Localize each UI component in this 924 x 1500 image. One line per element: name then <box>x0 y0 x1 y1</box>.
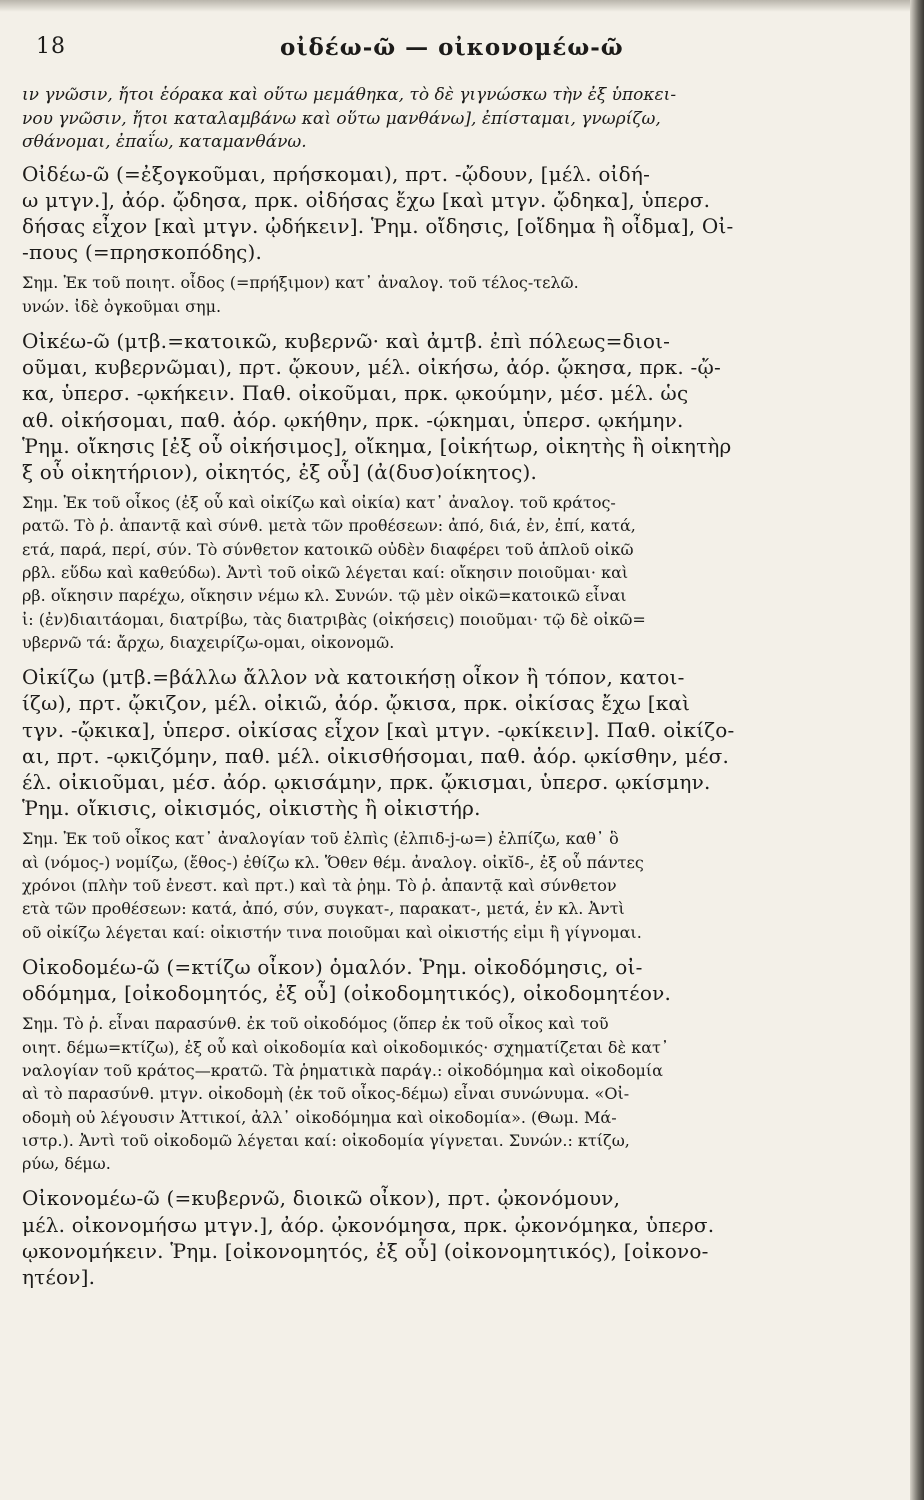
text-line: κα, ὑπερσ. -ῳκήκειν. Παθ. οἰκοῦμαι, πρκ. ῳκούμην, μέσ. μέλ. ὡς <box>22 381 689 406</box>
text-line: ῳκονομήκειν. Ῥημ. [οἰκονομητός, ἐξ οὗ] (οἰκονομητικός), [οἰκονο- <box>22 1238 709 1263</box>
text-line: οῦ οἰκίζω λέγεται καί: οἰκιστήν τινα ποιοῦμαι καὶ οἰκιστής εἰμι ἢ γίγνομαι. <box>22 922 642 942</box>
text-line: δήσας εἶχον [καὶ μτγν. ᾠδήκειν]. Ῥημ. οἴδησις, [οἴδημα ἢ οἶδμα], Οἰ- <box>22 213 734 238</box>
text-line: Ῥημ. οἴκησις [ἐξ οὗ οἰκήσιμος], οἴκημα, [οἰκήτωρ, οἰκητὴς ἢ οἰκητὴρ <box>22 433 732 458</box>
page-top-shadow <box>0 0 924 12</box>
text-line: χρόνοι (πλὴν τοῦ ἐνεστ. καὶ πρτ.) καὶ τὰ ῥημ. Τὸ ῥ. ἀπαντᾷ καὶ σύνθετον <box>22 876 617 896</box>
text-line: ετά, παρά, περί, σύν. Τὸ σύνθετον κατοικῶ οὐδὲν διαφέρει τοῦ ἁπλοῦ οἰκῶ <box>22 539 634 559</box>
text-line: τγν. -ᾤκικα], ὑπερσ. οἰκίσας εἶχον [καὶ μτγν. -ῳκίκειν]. Παθ. οἰκίζο- <box>22 717 735 742</box>
dictionary-entry <box>22 161 872 266</box>
note-block <box>22 491 872 654</box>
text-line: ἰ: (ἐν)διαιτάομαι, διατρίβω, τὰς διατριβὰς (οἰκήσεις) ποιοῦμαι· τῷ δὲ οἰκῶ= <box>22 609 646 629</box>
page-number: 18 <box>36 34 66 59</box>
text-line: ρατῶ. Τὸ ῥ. ἀπαντᾷ καὶ σύνθ. μετὰ τῶν προθέσεων: ἀπό, διά, ἐν, ἐπί, κατά, <box>22 516 636 536</box>
text-line: Σημ. Ἐκ τοῦ οἶκος κατ᾽ ἀναλογίαν τοῦ ἐλπὶς (ἐλπιδ-j-ω=) ἐλπίζω, καθ᾽ ὃ <box>22 829 619 849</box>
lead-paragraph <box>22 84 872 155</box>
text-line: ναλογίαν τοῦ κράτος—κρατῶ. Τὰ ῥηματικὰ παράγ.: οἰκοδόμημα καὶ οἰκοδομία <box>22 1060 663 1080</box>
text-line: Οἰκοδομέω-ῶ (=κτίζω οἶκον) ὁμαλόν. Ῥημ. οἰκοδόμησις, οἰ- <box>22 954 643 979</box>
note-block <box>22 271 872 318</box>
spacer <box>22 944 872 954</box>
note-block <box>22 827 872 943</box>
page-right-edge <box>910 0 924 1500</box>
text-line: Οἰκίζω (μτβ.=βάλλω ἄλλον νὰ κατοικήσῃ οἶκον ἢ τόπον, κατοι- <box>22 665 685 690</box>
text-line: Σημ. Ἐκ τοῦ ποιητ. οἶδος (=πρήξιμον) κατ᾽ ἀναλογ. τοῦ τέλος-τελῶ. <box>22 273 579 293</box>
text-line: ιν γνῶσιν, ἤτοι ἑόρακα καὶ οὕτω μεμάθηκα, τὸ δὲ γιγνώσκω τὴν ἐξ ὑποκει- <box>22 85 677 105</box>
text-line: ητέον]. <box>22 1265 96 1289</box>
text-line: οδόμημα, [οἰκοδομητός, ἐξ οὗ] (οἰκοδομητικός), οἰκοδομητέον. <box>22 981 672 1006</box>
spacer <box>22 654 872 664</box>
text-line: ιστρ.). Ἀντὶ τοῦ οἰκοδομῶ λέγεται καί: οἰκοδομία γίγνεται. Συνών.: κτίζω, <box>22 1130 630 1150</box>
text-line: αὶ (νόμος-) νομίζω, (ἔθος-) ἐθίζω κλ. Ὅθεν θέμ. ἀναλογ. οἰκῐδ-, ἐξ οὗ πάντες <box>22 852 644 872</box>
text-line: ίζω), πρτ. ᾤκιζον, μέλ. οἰκιῶ, ἀόρ. ᾤκισα, πρκ. οἰκίσας ἔχω [καὶ <box>22 691 691 716</box>
text-line: Ῥημ. οἴκισις, οἰκισμός, οἰκιστὴς ἢ οἰκιστήρ. <box>22 796 481 821</box>
text-line: Σημ. Ἐκ τοῦ οἶκος (ἐξ οὗ καὶ οἰκίζω καὶ οἰκία) κατ᾽ ἀναλογ. τοῦ κράτος- <box>22 493 616 513</box>
spacer <box>22 1290 872 1296</box>
text-line: ρβ. οἴκησιν παρέχω, οἴκησιν νέμω κλ. Συνών. τῷ μὲν οἰκῶ=κατοικῶ εἶναι <box>22 586 627 606</box>
text-line: αὶ τὸ παρασύνθ. μτγν. οἰκοδομὴ (ἐκ τοῦ οἶκος-δέμω) εἶναι συνώνυμα. «Οἰ- <box>22 1084 630 1104</box>
dictionary-entry <box>22 328 872 485</box>
text-line: οῦμαι, κυβερνῶμαι), πρτ. ᾤκουν, μέλ. οἰκήσω, ἀόρ. ᾤκησα, πρκ. -ᾤ- <box>22 355 721 380</box>
text-line: οιητ. δέμω=κτίζω), ἐξ οὗ καὶ οἰκοδομία καὶ οἰκοδομικός· σχηματίζεται δὲ κατ᾽ <box>22 1037 669 1057</box>
text-line: ρβλ. εὕδω καὶ καθεύδω). Ἀντὶ τοῦ οἰκῶ λέγεται καί: οἴκησιν ποιοῦμαι· καὶ <box>22 563 629 583</box>
text-line: Οἰκονομέω-ῶ (=κυβερνῶ, διοικῶ οἶκον), πρτ. ᾠκονόμουν, <box>22 1186 621 1211</box>
text-line: Οἰδέω-ῶ (=ἐξογκοῦμαι, πρήσκομαι), πρτ. -ᾤδουν, [μέλ. οἰδή- <box>22 161 651 186</box>
page-body <box>22 84 872 1296</box>
text-line: νου γνῶσιν, ἤτοι καταλαμβάνω καὶ οὕτω μανθάνω], ἐπίσταμαι, γνωρίζω, <box>22 108 661 129</box>
text-line: ω μτγν.], ἀόρ. ᾤδησα, πρκ. οἰδήσας ἔχω [καὶ μτγν. ᾤδηκα], ὑπερσ. <box>22 187 711 212</box>
text-line: οδομὴ οὐ λέγουσιν Ἀττικοί, ἀλλ᾽ οἰκοδόμημα καὶ οἰκοδομία». (Θωμ. Μά- <box>22 1107 617 1127</box>
text-line: έλ. οἰκιοῦμαι, μέσ. ἀόρ. ῳκισάμην, πρκ. ᾤκισμαι, ὑπερσ. ῳκίσμην. <box>22 770 711 795</box>
dictionary-entry <box>22 1185 872 1290</box>
dictionary-entry <box>22 664 872 821</box>
text-line: υνών. ἰδὲ ὀγκοῦμαι σημ. <box>22 296 222 316</box>
text-line: ρύω, δέμω. <box>22 1154 111 1174</box>
text-line: υβερνῶ τά: ἄρχω, διαχειρίζω-ομαι, οἰκονομῶ. <box>22 632 395 652</box>
spacer <box>22 1175 872 1185</box>
note-block <box>22 1012 872 1175</box>
text-line: ετὰ τῶν προθέσεων: κατά, ἀπό, σύν, συγκατ-, παρακατ-, μετά, ἐν κλ. Ἀντὶ <box>22 899 625 919</box>
text-line: μέλ. οἰκονομήσω μτγν.], ἀόρ. ᾠκονόμησα, πρκ. ᾠκονόμηκα, ὑπερσ. <box>22 1212 715 1237</box>
running-head: οἰδέω-ῶ — οἰκονομέω-ῶ <box>280 34 624 61</box>
text-line: αι, πρτ. -ῳκιζόμην, παθ. μέλ. οἰκισθήσομαι, παθ. ἀόρ. ῳκίσθην, μέσ. <box>22 743 730 768</box>
text-line: σθάνομαι, ἐπαΐω, καταμανθάνω. <box>22 132 307 152</box>
text-line: αθ. οἰκήσομαι, παθ. ἀόρ. ῳκήθην, πρκ. -ῴκημαι, ὑπερσ. ῳκήμην. <box>22 407 684 432</box>
text-line: -πους (=πρησκοπόδης). <box>22 240 263 265</box>
spacer <box>22 318 872 328</box>
text-line: Οἰκέω-ῶ (μτβ.=κατοικῶ, κυβερνῶ· καὶ ἀμτβ. ἐπὶ πόλεως=διοι- <box>22 328 671 353</box>
text-line: Σημ. Τὸ ῥ. εἶναι παρασύνθ. ἐκ τοῦ οἰκοδόμος (ὅπερ ἐκ τοῦ οἶκος καὶ τοῦ <box>22 1014 609 1034</box>
page-header <box>22 34 882 74</box>
text-line: ξ οὗ οἰκητήριον), οἰκητός, ἐξ οὗ] (ἀ(δυσ)οίκητος). <box>22 459 538 484</box>
dictionary-entry <box>22 954 872 1006</box>
